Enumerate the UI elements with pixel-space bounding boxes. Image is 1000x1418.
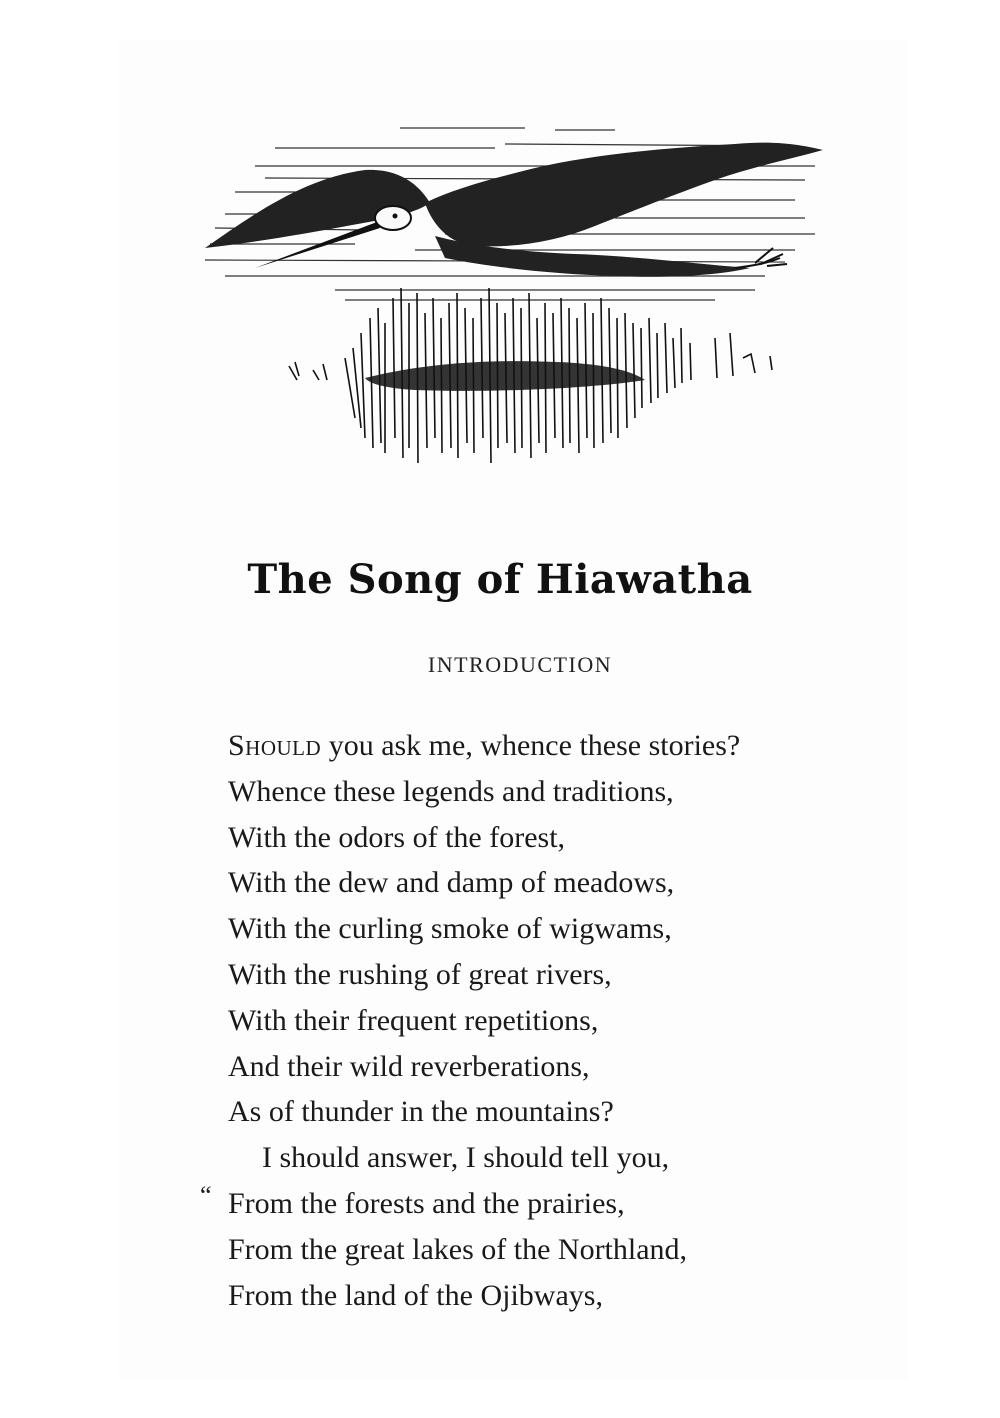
poem-line-7: With their frequent repetitions, [228,1003,599,1037]
poem-line-5: With the curling smoke of wigwams, [228,912,672,946]
page-title: The Song of Hiawatha [247,556,753,603]
open-quote-mark: “ [200,1180,212,1210]
poem-line-9: As of thunder in the mountains? [228,1095,614,1129]
poem-line-6: With the rushing of great rivers, [228,957,612,991]
heron-over-reeds-icon [195,118,825,478]
poem-line-text: you ask me, whence these stories? [321,729,741,762]
poem-line-13: From the land of the Ojibways, [228,1278,603,1312]
section-heading: INTRODUCTION [427,652,613,677]
poem-line-4: With the dew and damp of meadows, [228,866,675,900]
poem-line-1 [228,723,908,769]
poem-line-8: And their wild reverberations, [228,1049,590,1083]
poem-line-2: Whence these legends and traditions, [228,774,674,808]
poem-line-10: I should answer, I should tell you, [262,1141,670,1175]
first-word: Should [228,729,322,762]
poem-line-3: With the odors of the forest, [228,820,566,854]
poem-stanza [200,723,908,1318]
poem-line-11 [200,1180,908,1227]
poem-line-12: From the great lakes of the Northland, [228,1232,688,1266]
poem-line-text: From the forests and the prairies, [228,1186,625,1220]
